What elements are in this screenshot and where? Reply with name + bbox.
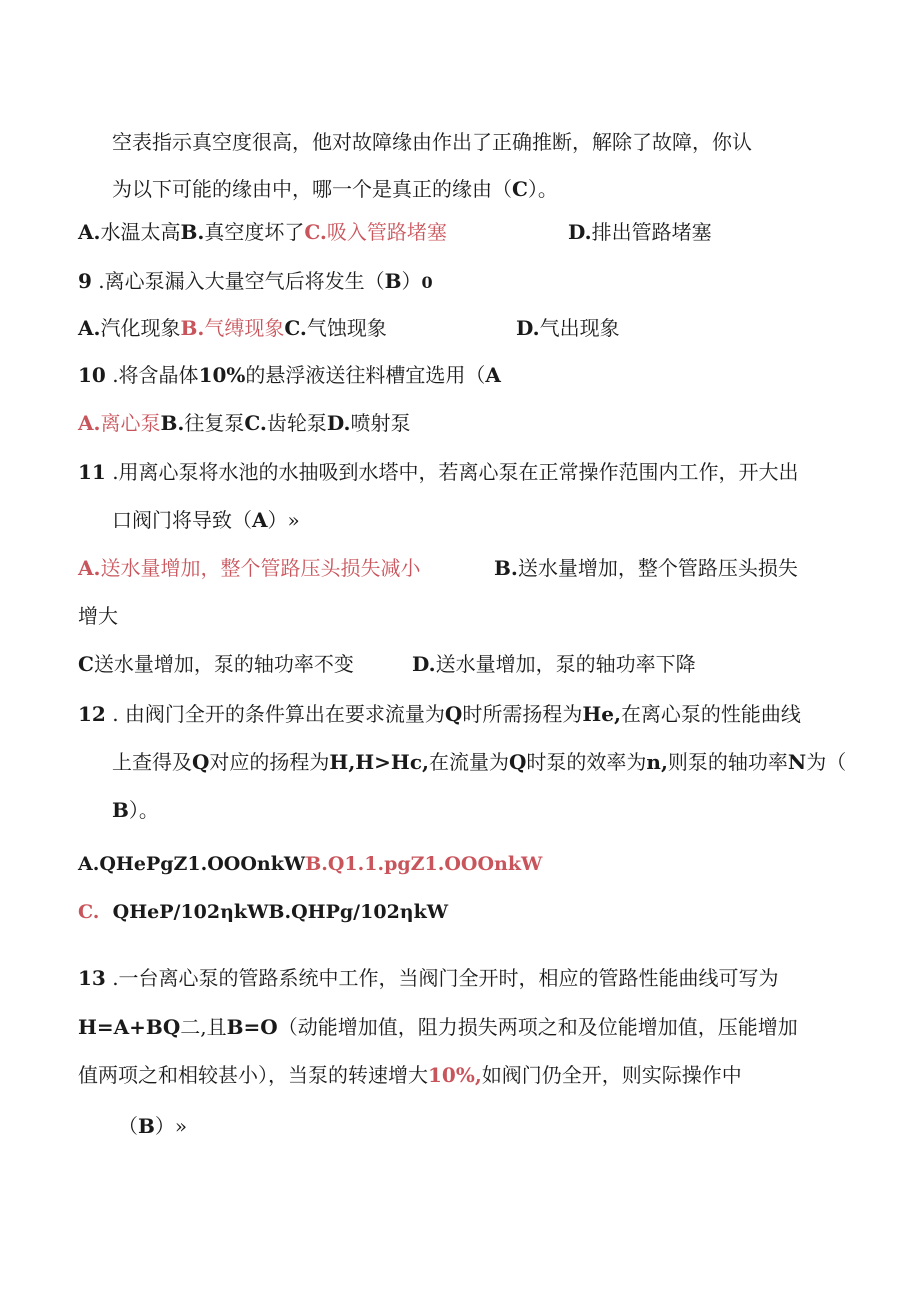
q10-number: 10 <box>78 363 106 387</box>
q13-text-4-post: ）» <box>154 1114 188 1138</box>
q11-stem-2 <box>112 506 300 534</box>
q12-options-ab <box>78 850 542 878</box>
q13-stem-3 <box>78 1061 742 1089</box>
option-d-label: D. <box>516 316 540 340</box>
q12-text-2b: 对应的扬程为 <box>209 750 330 774</box>
q12-text-2c: 在流量为 <box>428 750 509 774</box>
q12-stem-2 <box>112 748 846 776</box>
option-b-text: 往复泵 <box>184 411 245 435</box>
q10-answer: A <box>485 363 501 387</box>
q13-percent: 10%, <box>428 1063 482 1087</box>
q11-stem-1 <box>78 458 799 486</box>
option-a-text: 汽化现象 <box>100 316 181 340</box>
q13-formula: H=A+BQ <box>78 1015 181 1039</box>
q11-text-2: 口阀门将导致（ <box>112 508 252 532</box>
option-d-text: 送水量增加，泵的轴功率下降 <box>435 652 696 676</box>
q11-text-2-post: ）» <box>267 508 300 532</box>
q13-text-1: .一台离心泵的管路系统中工作，当阀门全开时，相应的管路性能曲线可写为 <box>112 966 779 990</box>
q12-symbol-he: He, <box>582 702 621 726</box>
intro-text-1: 空表指示真空度很高，他对故障缘由作出了正确推断，解除了故障，你认 <box>112 130 752 154</box>
intro-text-2-post: ）。 <box>527 177 558 201</box>
option-c-label: C. <box>304 220 327 244</box>
q11-option-a <box>78 554 420 582</box>
option-d-text: 排出管路堵塞 <box>591 220 712 244</box>
q9-tail: 0 <box>421 273 433 292</box>
q11-text-1: .用离心泵将水池的水抽吸到水塔中，若离心泵在正常操作范围内工作，开大出 <box>112 460 799 484</box>
option-b-label: B. <box>160 411 185 435</box>
q11-option-d <box>412 650 696 678</box>
option-b-text-cont: 增大 <box>78 604 118 628</box>
option-c-label: C. <box>284 316 307 340</box>
option-c-formula: QHeP/102ηkWB.QHPg/102ηkW <box>112 901 449 923</box>
q12-symbol-q: Q <box>508 750 527 774</box>
q12-text-1b: 时所需扬程为 <box>462 702 583 726</box>
q12-number: 12 <box>78 702 106 726</box>
option-c-label: C. <box>78 901 100 923</box>
option-d-text: 气出现象 <box>539 316 620 340</box>
option-a-text: 送水量增加，整个管路压头损失减小 <box>100 556 421 580</box>
option-a-text: 水温太高 <box>100 220 181 244</box>
option-b-label: B. <box>494 556 518 580</box>
option-b-text: 气缚现象 <box>204 316 285 340</box>
q12-symbol-q: Q <box>192 750 210 774</box>
option-a-label: A. <box>78 316 101 340</box>
q12-symbol-q: Q <box>444 702 463 726</box>
q13-text-2b: 且 <box>206 1015 227 1039</box>
q12-text-2d: 时泵的效率为 <box>526 750 647 774</box>
q12-text-3: ）。 <box>128 798 159 822</box>
intro-option-d <box>568 218 712 246</box>
q9-answer: B <box>384 269 402 293</box>
q13-stem-2 <box>78 1013 798 1041</box>
q12-stem-3 <box>112 796 159 824</box>
q11-option-b-cont <box>78 602 118 630</box>
option-a-label: A. <box>78 220 101 244</box>
intro-answer: C <box>512 177 528 201</box>
q12-symbol-N: N <box>787 750 807 774</box>
option-d-label: D. <box>412 652 436 676</box>
q10-options <box>78 409 410 437</box>
option-b-text: 送水量增加，整个管路压头损失 <box>517 556 798 580</box>
q13-text-3a: 值两项之和相较甚小），当泵的转速增大 <box>78 1063 428 1087</box>
option-a-formula: A.QHePgZ1.OOOnkW <box>78 853 306 875</box>
q10-text-post: 的悬浮液送往料槽宜选用（ <box>245 363 486 387</box>
q11-answer: A <box>252 508 268 532</box>
q12-text-2e: 则泵的轴功率 <box>667 750 788 774</box>
option-c-text: 齿轮泵 <box>266 411 327 435</box>
option-c-text: 吸入管路堵塞 <box>326 220 447 244</box>
q13-text-2a: 二, <box>180 1015 207 1039</box>
q13-text-2c: （动能增加值，阻力损失两项之和及位能增加值，压能增加 <box>277 1015 798 1039</box>
option-a-text: 离心泵 <box>100 411 161 435</box>
option-c-text: 气蚀现象 <box>306 316 387 340</box>
q11-number: 11 <box>78 460 106 484</box>
option-c-text: 送水量增加，泵的轴功率不变 <box>93 652 354 676</box>
option-a-label: A. <box>78 556 101 580</box>
q10-stem <box>78 361 501 389</box>
q9-stem <box>78 267 433 297</box>
option-b-label: B. <box>180 316 205 340</box>
q13-stem-4 <box>118 1112 187 1140</box>
q12-text-1a: . 由阀门全开的条件算出在要求流量为 <box>112 702 445 726</box>
q13-condition: B=O <box>226 1015 278 1039</box>
q12-text-2f: 为（ <box>806 750 847 774</box>
intro-text-2: 为以下可能的缘由中，哪一个是真正的缘由（ <box>112 177 512 201</box>
q9-number: 9 <box>78 269 92 293</box>
q13-answer: B <box>138 1114 155 1138</box>
q10-percent: 10% <box>198 363 246 387</box>
q12-stem-1 <box>78 700 801 728</box>
q11-option-c <box>78 650 354 678</box>
q9-text: .离心泵漏入大量空气后将发生（ <box>98 269 385 293</box>
q13-text-4-pre: （ <box>118 1114 138 1138</box>
option-a-label: A. <box>78 411 101 435</box>
q9-options <box>78 314 387 342</box>
intro-line-2 <box>112 175 558 203</box>
option-d-label: D. <box>568 220 592 244</box>
option-d-text: 喷射泵 <box>350 411 411 435</box>
q13-stem-1 <box>78 964 779 992</box>
q12-options-cd <box>78 898 448 926</box>
option-b-label: B. <box>180 220 205 244</box>
q9-option-d <box>516 314 620 342</box>
option-c-label: C <box>78 652 94 676</box>
intro-options <box>78 218 447 246</box>
q12-symbol-h: H,H>Hc, <box>329 750 429 774</box>
option-c-label: C. <box>244 411 267 435</box>
q9-text-post: ） <box>401 269 422 293</box>
q12-text-2a: 上查得及 <box>112 750 192 774</box>
q12-answer: B <box>112 798 129 822</box>
q12-symbol-n: n, <box>646 750 668 774</box>
q12-text-1c: 在离心泵的性能曲线 <box>620 702 801 726</box>
q13-text-3b: 如阀门仍全开，则实际操作中 <box>481 1063 742 1087</box>
q13-number: 13 <box>78 966 106 990</box>
option-d-label: D. <box>326 411 351 435</box>
option-b-text: 真空度坏了 <box>204 220 305 244</box>
intro-line-1 <box>112 128 752 156</box>
q11-option-b <box>494 554 798 582</box>
option-b-formula: B.Q1.1.pgZ1.OOOnkW <box>305 853 543 875</box>
q10-text: .将含晶体 <box>112 363 199 387</box>
